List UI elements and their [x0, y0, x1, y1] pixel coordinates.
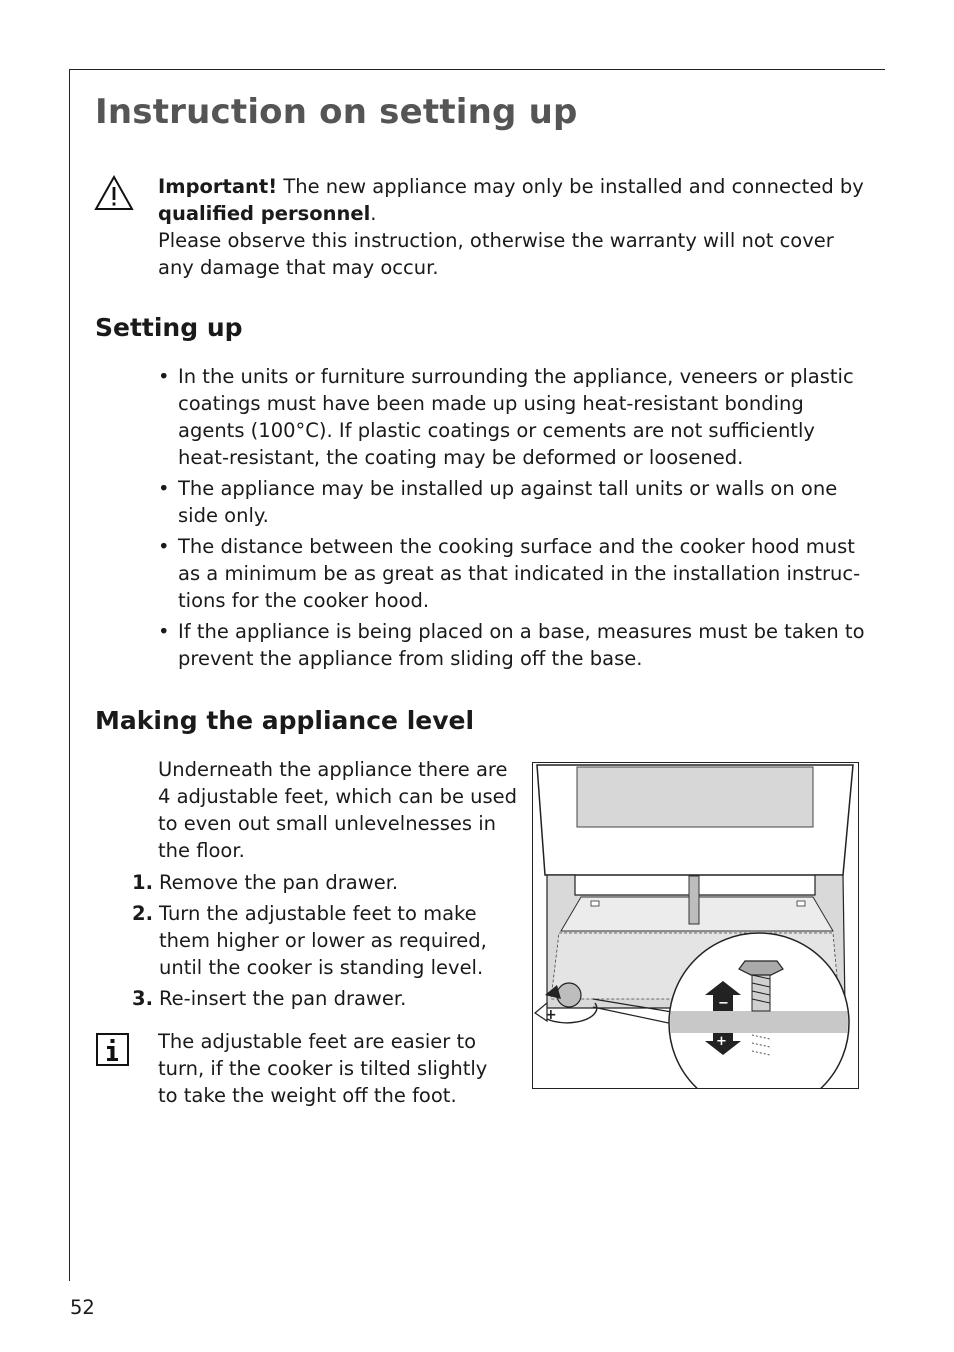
adjustable-foot-illustration: [532, 762, 859, 1089]
qualified-personnel: qualified personnel: [158, 202, 371, 225]
page-title: Instruction on setting up: [95, 92, 578, 132]
level-steps: [132, 869, 522, 1016]
setting-up-heading: Setting up: [95, 313, 243, 342]
setting-up-list: [158, 363, 870, 676]
list-item: • If the appliance is being placed on a base, measures must be taken to prevent the appliance from sliding off the base.: [158, 620, 865, 670]
step-item: 3. Re-insert the pan drawer.: [132, 987, 407, 1010]
top-rule: [69, 69, 885, 70]
step-item: 1. Remove the pan drawer.: [132, 871, 399, 894]
warning-text: Important! The new appliance may only be installed and connected by qualified personnel. Please observe this instruction, otherwise the warranty will not cover any damage that may occur.: [158, 175, 864, 279]
svg-text:+: +: [545, 1007, 557, 1023]
plus-sign-label: +: [716, 1034, 727, 1049]
level-intro: Underneath the appliance there are 4 adjustable feet, which can be used to even out small unlevelnesses in the floor.: [158, 758, 518, 862]
level-heading: Making the appliance level: [95, 706, 475, 735]
step-item: 2. Turn the adjustable feet to make them higher or lower as required, until the cooker is standing level.: [132, 902, 487, 979]
list-item: • The appliance may be installed up against tall units or walls on one side only.: [158, 477, 838, 527]
minus-sign-label: −: [718, 996, 729, 1011]
list-item: • In the units or furniture surrounding the appliance, veneers or plastic coatings must have been made up using heat-resistant bonding agents (100°C). If plastic coatings or cements are not sufficiently heat-resistant, the coating may be deformed or loosened.: [158, 365, 854, 469]
warranty-note: Please observe this instruction, otherwise the warranty will not cover any damage that may occur.: [158, 229, 834, 279]
list-item: • The distance between the cooking surface and the cooker hood must as a minimum be as great as that indicated in the installation instruc-tions for the cooker hood.: [158, 535, 861, 612]
left-rule: [69, 69, 70, 1281]
warning-label: Important!: [158, 175, 278, 198]
warning-triangle-icon: [94, 175, 134, 211]
page-number: 52: [70, 1296, 95, 1319]
info-note: The adjustable feet are easier to turn, if the cooker is tilted slightly to take the weight off the foot.: [158, 1030, 488, 1107]
info-i-icon: [96, 1033, 129, 1066]
